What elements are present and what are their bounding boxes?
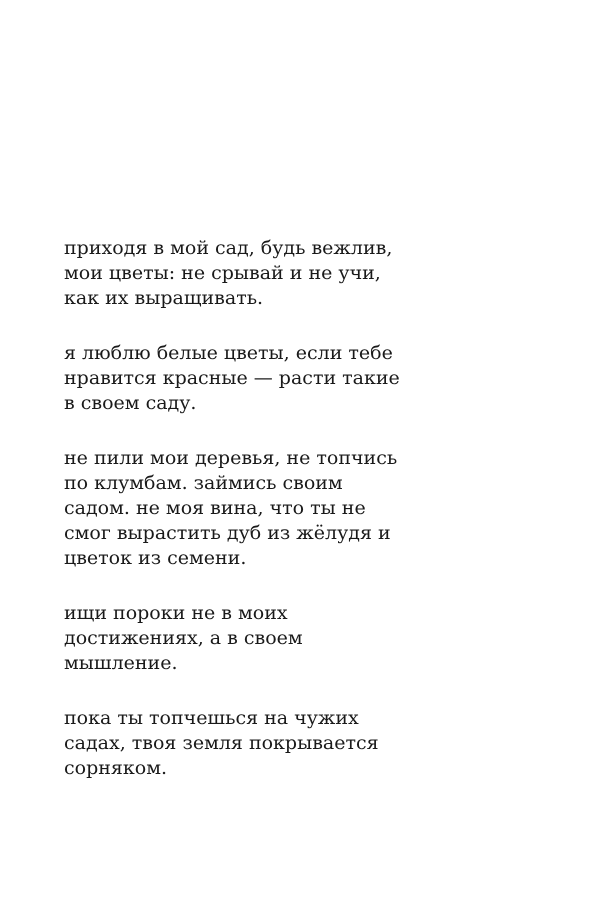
poem-line: достижениях, а в своем xyxy=(64,627,303,649)
poem-line: садах, твоя земля покрывается xyxy=(64,732,379,754)
poem-line: смог вырастить дуб из жёлудя и xyxy=(64,522,391,544)
poem-line: мышление. xyxy=(64,652,178,674)
poem-text xyxy=(64,236,544,811)
stanza-2 xyxy=(64,341,544,416)
poem-line: в своем саду. xyxy=(64,392,197,414)
poem-line: мои цветы: не срывай и не учи, xyxy=(64,262,381,284)
poem-line: сорняком. xyxy=(64,757,168,779)
poem-line: цветок из семени. xyxy=(64,547,247,569)
stanza-4 xyxy=(64,601,544,676)
poem-line: я люблю белые цветы, если тебе xyxy=(64,342,393,364)
poem-line: как их выращивать. xyxy=(64,287,264,309)
stanza-1 xyxy=(64,236,544,311)
poem-line: ищи пороки не в моих xyxy=(64,602,288,624)
poem-line: пока ты топчешься на чужих xyxy=(64,707,359,729)
poem-line: по клумбам. займись своим xyxy=(64,472,343,494)
poem-line: не пили мои деревья, не топчись xyxy=(64,447,398,469)
poem-line: приходя в мой сад, будь вежлив, xyxy=(64,237,393,259)
stanza-5 xyxy=(64,706,544,781)
poem-line: нравится красные — расти такие xyxy=(64,367,400,389)
stanza-3 xyxy=(64,446,544,571)
poem-line: садом. не моя вина, что ты не xyxy=(64,497,366,519)
